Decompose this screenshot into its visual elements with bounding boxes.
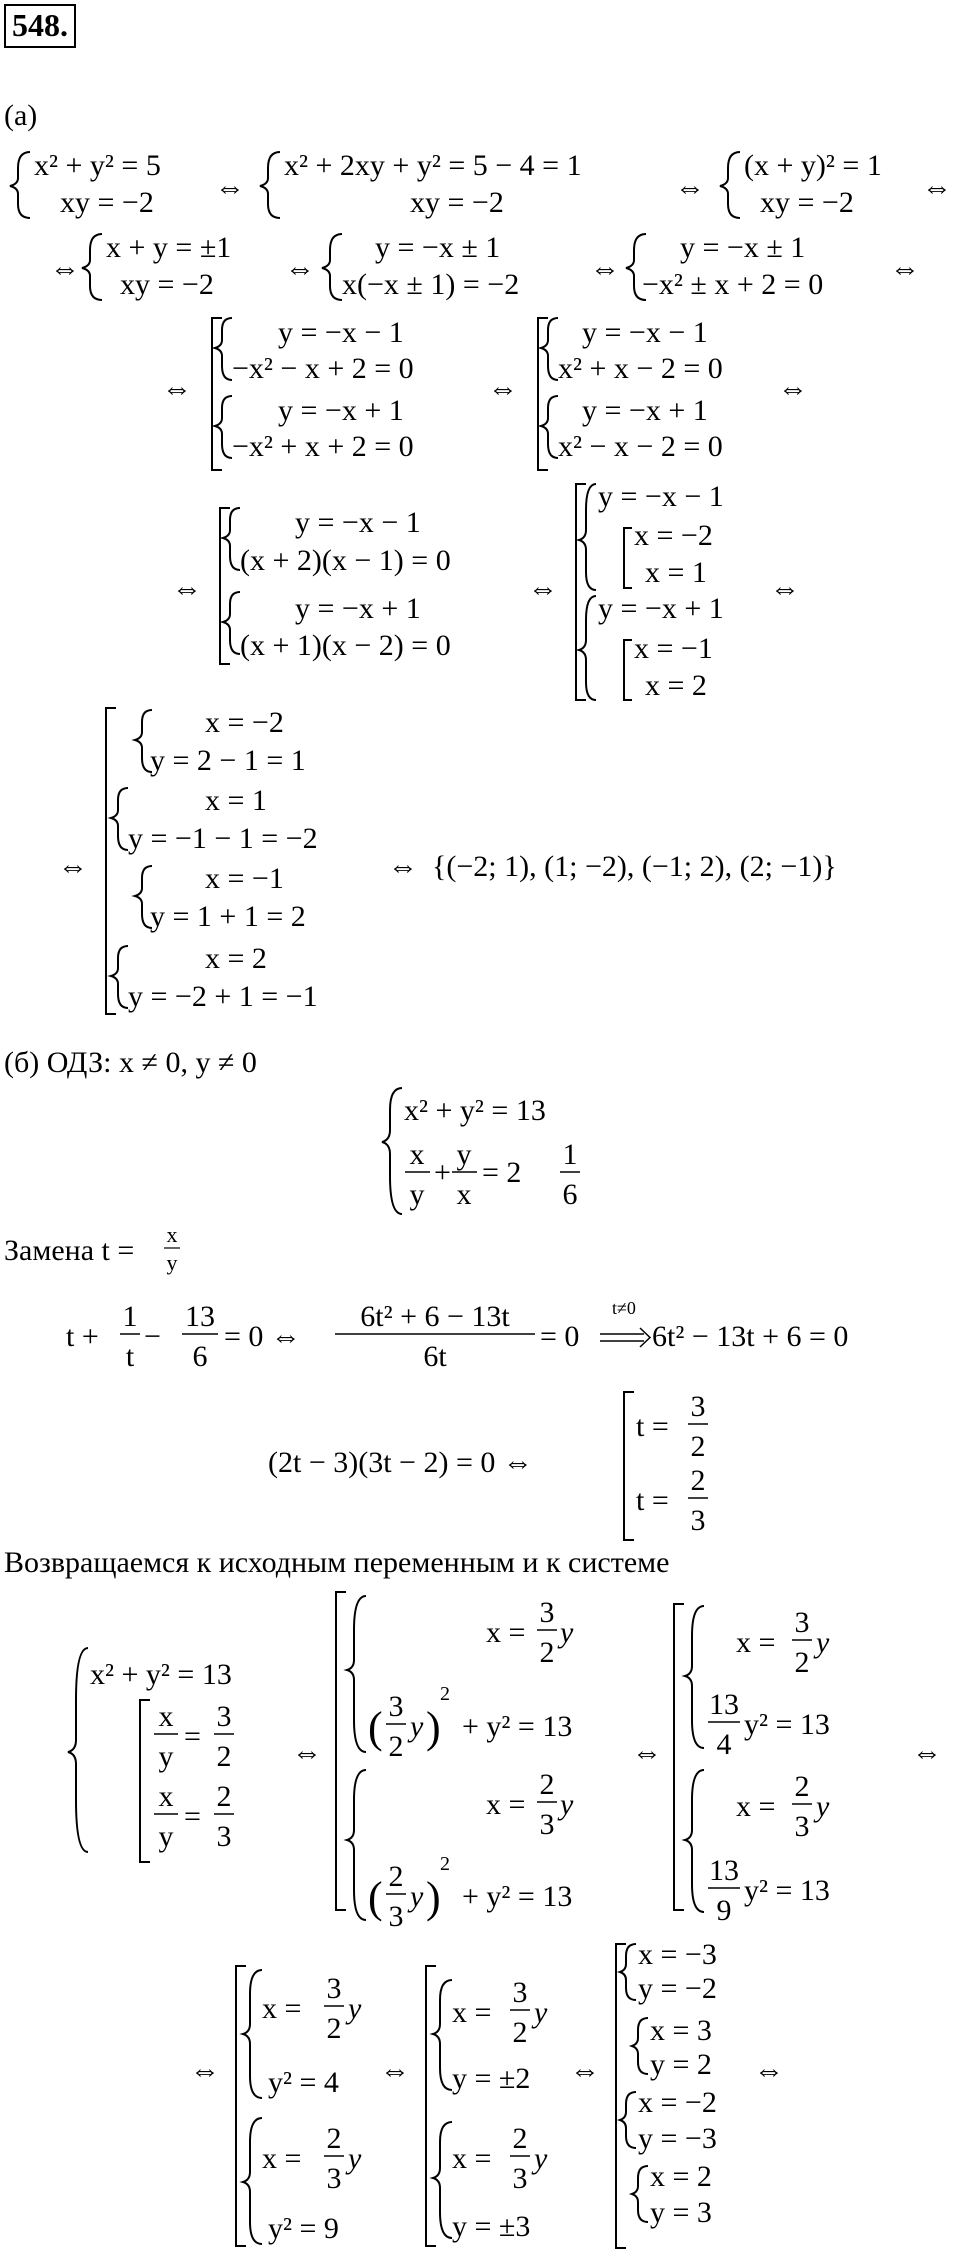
brace [433, 2122, 452, 2238]
frac-den: 3 [690, 1504, 706, 1537]
brace [111, 788, 128, 850]
eq: t + [66, 1320, 99, 1353]
frac-den: 3 [794, 1810, 810, 1843]
frac-den: 6t [423, 1340, 447, 1373]
brace [243, 1970, 262, 2098]
eq: x = 3 [650, 2014, 712, 2047]
eq: −x² ± x + 2 = 0 [642, 268, 824, 301]
paren: ( [368, 1703, 383, 1752]
frac-den: 3 [326, 2162, 342, 2195]
eq: y² = 9 [268, 2212, 339, 2245]
frac-den: y [166, 1250, 178, 1275]
equiv: ⇔ [292, 1736, 322, 1769]
eq: = 2 [482, 1156, 522, 1189]
bracket [538, 318, 548, 470]
frac-num: 13 [709, 1854, 739, 1887]
equiv: ⇔ [778, 372, 808, 405]
frac-den: y [158, 1740, 174, 1773]
eq: y = −2 + 1 = −1 [128, 980, 318, 1013]
frac-num: 3 [794, 1606, 810, 1639]
step4 [172, 480, 800, 702]
frac-num: 3 [326, 1972, 342, 2005]
eq: y = −x − 1 [278, 316, 404, 349]
eq: x + y = ±1 [106, 231, 232, 264]
part-b-odz: (б) ОДЗ: x ≠ 0, y ≠ 0 [4, 1046, 257, 1079]
eq: xy = −2 [60, 186, 154, 219]
eq: (x + y)² = 1 [744, 149, 882, 182]
eq: x = −2 [634, 519, 713, 552]
eq: x = −3 [638, 1938, 717, 1971]
eq: x = −2 [638, 2086, 717, 2119]
equiv: ⇔ [162, 372, 192, 405]
eq: = 0 [540, 1320, 580, 1353]
frac-den: 3 [216, 1820, 232, 1853]
bracket [616, 1944, 626, 2248]
last-row [190, 1938, 784, 2248]
brace [579, 596, 596, 700]
brace [68, 1648, 88, 1852]
brace [433, 1980, 452, 2090]
frac-num: 2 [539, 1768, 555, 1801]
var: y [348, 1992, 362, 2025]
brace [215, 396, 232, 458]
eq2 [268, 1390, 708, 1540]
frac-den: 3 [512, 2162, 528, 2195]
answer-set: {(−2; 1), (1; −2), (−1; 2), (2; −1)} [432, 850, 837, 883]
frac-num: y [456, 1138, 472, 1171]
brace [223, 592, 240, 654]
eq: y = −x ± 1 [680, 231, 806, 264]
frac-den: 2 [690, 1430, 706, 1463]
brace [382, 1088, 402, 1214]
eq: y = 3 [650, 2196, 712, 2229]
eq: x = [262, 2142, 302, 2175]
equiv: ⇔ [890, 252, 920, 285]
frac-den: y [158, 1820, 174, 1853]
frac-num: x [409, 1138, 425, 1171]
frac-den: y [409, 1178, 425, 1211]
brace [541, 396, 558, 458]
equiv: ⇔ [590, 252, 620, 285]
condition: t≠0 [612, 1298, 636, 1318]
brace [620, 1944, 636, 2000]
paren: ) [426, 1873, 441, 1922]
frac-num: 2 [794, 1770, 810, 1803]
frac-den: 4 [716, 1728, 732, 1761]
eq: x = [452, 2142, 492, 2175]
bracket [236, 1966, 246, 2246]
equiv: ⇔ [570, 2054, 600, 2087]
equiv: ⇔ [488, 372, 518, 405]
brace [260, 152, 280, 218]
eq: + y² = 13 [462, 1880, 573, 1913]
bracket [624, 528, 632, 588]
frac-den: 2 [388, 1730, 404, 1763]
frac-den: 6 [562, 1178, 578, 1211]
brace [685, 1770, 704, 1912]
eq: x = 2 [645, 669, 707, 702]
var: y [534, 2142, 548, 2175]
brace [82, 234, 102, 300]
brace [322, 234, 342, 300]
exponent: 2 [440, 1683, 450, 1705]
brace [632, 2166, 648, 2222]
eq: y = −x + 1 [598, 592, 724, 625]
equiv: ⇔ [912, 1736, 942, 1769]
sub-block [336, 1592, 662, 1933]
frac-den: 3 [539, 1808, 555, 1841]
eq: y = −x + 1 [295, 592, 421, 625]
brace [685, 1606, 704, 1748]
frac-num: 2 [326, 2122, 342, 2155]
var: y [816, 1790, 830, 1823]
frac-den: 6 [192, 1340, 208, 1373]
eq: x = −2 [205, 706, 284, 739]
var: y [410, 1880, 424, 1913]
brace [215, 318, 232, 380]
eq: y = 1 + 1 = 2 [150, 900, 306, 933]
equiv: ⇔ [388, 850, 418, 883]
eq: x² + y² = 13 [90, 1658, 232, 1691]
exponent: 2 [440, 1853, 450, 1875]
frac-num: x [158, 1780, 174, 1813]
frac-num: 3 [216, 1700, 232, 1733]
equiv: ⇔ [58, 850, 88, 883]
eq: x = [262, 1992, 302, 2025]
equiv: ⇔ [922, 171, 952, 204]
eq: x = 2 [205, 942, 267, 975]
bracket [624, 640, 632, 700]
eq: x = [486, 1616, 526, 1649]
equiv: ⇔ [632, 1736, 662, 1769]
frac-num: 6t² + 6 − 13t [360, 1300, 510, 1333]
eq: y = 2 [650, 2048, 712, 2081]
eq: xy = −2 [120, 268, 214, 301]
brace [223, 508, 240, 570]
var: y [348, 2142, 362, 2175]
eq: = 0 ⇔ [224, 1320, 301, 1353]
step2 [50, 231, 920, 301]
eq: 6t² − 13t + 6 = 0 [652, 1320, 849, 1353]
equiv: ⇔ [754, 2054, 784, 2087]
implies-arrow [640, 1328, 650, 1347]
brace [579, 484, 596, 590]
paren: ) [426, 1703, 441, 1752]
eq: y² = 4 [268, 2066, 339, 2099]
minus: − [144, 1320, 161, 1353]
eq: x² + y² = 13 [404, 1094, 546, 1127]
eq: y = −x ± 1 [375, 231, 501, 264]
eq: y = −2 [638, 1972, 717, 2005]
frac-num: 13 [709, 1688, 739, 1721]
eq: x = [452, 1996, 492, 2029]
brace [620, 2092, 636, 2148]
frac-den: t [125, 1340, 135, 1373]
frac-den: 2 [216, 1740, 232, 1773]
eq: = [184, 1720, 201, 1753]
eq: y = −x − 1 [582, 316, 708, 349]
var: y [410, 1710, 424, 1743]
frac-den: 3 [388, 1900, 404, 1933]
eq: x = [736, 1790, 776, 1823]
eq: x = [486, 1788, 526, 1821]
brace [10, 152, 30, 218]
frac-den: 2 [326, 2012, 342, 2045]
eq: = [184, 1800, 201, 1833]
sys-final [68, 1648, 322, 1862]
eq: x = −1 [634, 632, 713, 665]
sub2-block [674, 1604, 942, 1927]
var: y [560, 1788, 574, 1821]
frac-den: 2 [794, 1646, 810, 1679]
eq: t = [636, 1410, 669, 1443]
brace [111, 946, 128, 1008]
frac-den: 2 [539, 1636, 555, 1669]
frac-num: x [158, 1700, 174, 1733]
frac-num: 1 [562, 1138, 578, 1171]
eq: x = −1 [205, 862, 284, 895]
frac-num: 3 [388, 1690, 404, 1723]
eq: y = −1 − 1 = −2 [128, 822, 318, 855]
frac-num: 13 [185, 1300, 215, 1333]
problem-number: 548. [4, 4, 76, 48]
eq: x = [736, 1626, 776, 1659]
plus: + [434, 1156, 451, 1189]
equiv: ⇔ [285, 252, 315, 285]
brace [347, 1770, 366, 1920]
bracket [336, 1592, 346, 1910]
frac-num: 2 [388, 1860, 404, 1893]
brace [632, 2018, 648, 2074]
eq: (x + 1)(x − 2) = 0 [240, 629, 451, 662]
equiv: ⇔ [50, 252, 80, 285]
equiv: ⇔ [215, 171, 245, 204]
bracket [576, 484, 586, 700]
equiv: ⇔ [190, 2054, 220, 2087]
eq: + y² = 13 [462, 1710, 573, 1743]
brace [347, 1596, 366, 1752]
brace [720, 152, 740, 218]
step5 [58, 706, 837, 1014]
eq: −x² + x + 2 = 0 [232, 430, 414, 463]
frac-num: 2 [690, 1464, 706, 1497]
frac-num: x [166, 1222, 178, 1247]
frac-num: 1 [122, 1300, 138, 1333]
eq: t = [636, 1484, 669, 1517]
brace [541, 318, 558, 380]
eq1 [66, 1298, 848, 1373]
bracket [220, 508, 230, 664]
eq: (x + 2)(x − 1) = 0 [240, 544, 451, 577]
part-b-system [382, 1088, 580, 1214]
frac-num: 3 [512, 1976, 528, 2009]
equiv: ⇔ [675, 171, 705, 204]
frac-den: 2 [512, 2016, 528, 2049]
frac-den: x [456, 1178, 472, 1211]
frac-num: 3 [539, 1596, 555, 1629]
eq: xy = −2 [760, 186, 854, 219]
bracket [624, 1392, 634, 1540]
step3 [162, 316, 808, 470]
eq: xy = −2 [410, 186, 504, 219]
eq: x² + x − 2 = 0 [558, 352, 723, 385]
substitution [4, 1222, 180, 1275]
bracket [212, 318, 222, 470]
bracket [106, 708, 116, 1014]
part-a-label: (а) [4, 99, 38, 132]
eq: y = −3 [638, 2122, 717, 2155]
eq: y = ±3 [452, 2210, 531, 2243]
eq: x = 1 [645, 556, 707, 589]
step1 [10, 149, 952, 219]
bracket [426, 1966, 436, 2246]
eq: y = ±2 [452, 2062, 531, 2095]
eq: y = −x − 1 [598, 480, 724, 513]
frac-den: 9 [716, 1894, 732, 1927]
var: y [534, 1996, 548, 2029]
paren: ( [368, 1873, 383, 1922]
eq: y = −x + 1 [582, 394, 708, 427]
var: y [560, 1616, 574, 1649]
return-text: Возвращаемся к исходным переменным и к системе [4, 1546, 670, 1579]
eq: y = −x + 1 [278, 394, 404, 427]
eq: y² = 13 [744, 1874, 830, 1907]
eq: x² + y² = 5 [34, 149, 161, 182]
eq: (2t − 3)(3t − 2) = 0 ⇔ [268, 1446, 533, 1479]
eq: y = −x − 1 [295, 506, 421, 539]
equiv: ⇔ [380, 2054, 410, 2087]
frac-num: 3 [690, 1390, 706, 1423]
var: y [816, 1626, 830, 1659]
eq: x = 1 [205, 784, 267, 817]
bracket [674, 1604, 684, 1910]
frac-num: 2 [216, 1780, 232, 1813]
eq: x² + 2xy + y² = 5 − 4 = 1 [284, 149, 582, 182]
brace [243, 2118, 262, 2244]
eq: x = 2 [650, 2160, 712, 2193]
eq: y = 2 − 1 = 1 [150, 744, 306, 777]
substitution-label: Замена t = [4, 1234, 135, 1267]
eq: −x² − x + 2 = 0 [232, 352, 414, 385]
frac-num: 2 [512, 2122, 528, 2155]
eq: y² = 13 [744, 1708, 830, 1741]
eq: x² − x − 2 = 0 [558, 430, 723, 463]
equiv: ⇔ [528, 572, 558, 605]
equiv: ⇔ [770, 572, 800, 605]
equiv: ⇔ [172, 572, 202, 605]
bracket [140, 1700, 150, 1862]
eq: x(−x ± 1) = −2 [342, 268, 520, 301]
